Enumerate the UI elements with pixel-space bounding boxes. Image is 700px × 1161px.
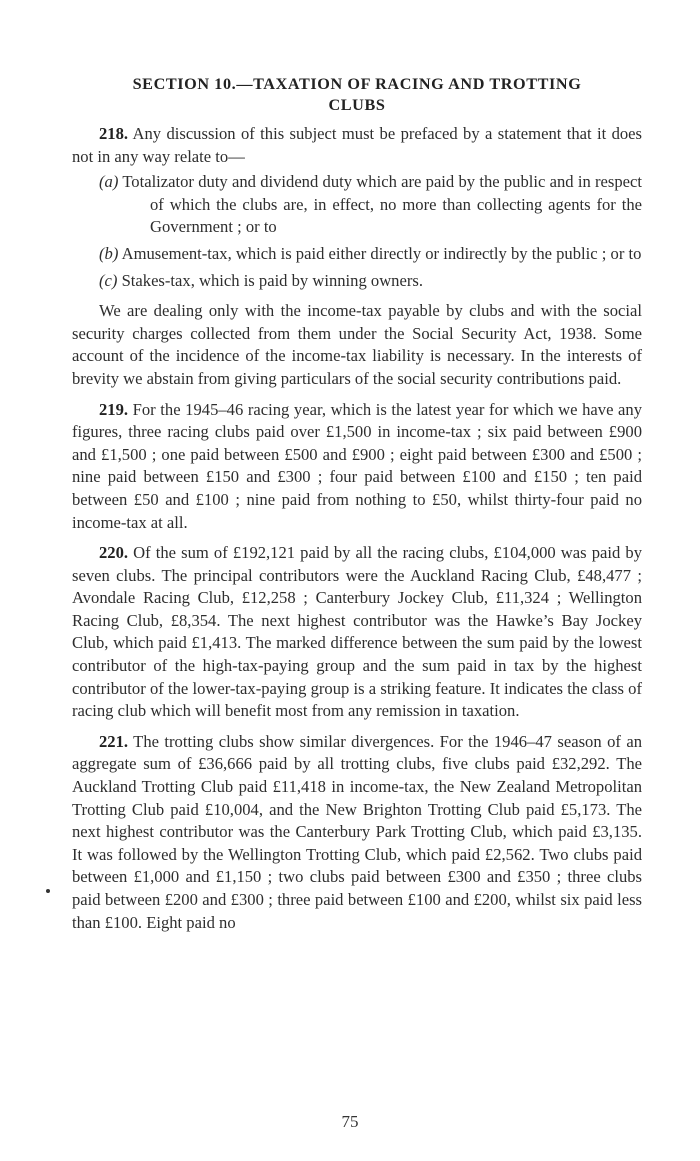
paragraph-text: The trotting clubs show similar divergences. For the 1946–47 season of an aggregate sum of £36,666 paid by all trotting clubs, five clubs paid £32,292. The Auckland Trotting Club paid £11,418 in income-tax, the New Zealand Metropolitan Trotting Club paid £10,004, and the New Brighton Trotting Club paid £5,173. The next highest contributor was the Canterbury Park Trotting Club, which paid £3,135. It was followed by the Wellington Trotting Club, which paid £2,562. Two clubs paid between £1,000 and £1,150 ; two clubs paid between £300 and £350 ; three clubs paid between £200 and £300 ; three paid between £100 and £200, whilst six paid less than £100. Eight paid no — [72, 731, 642, 932]
paragraph-218 — [72, 123, 642, 168]
paragraph-number: 221. — [99, 731, 129, 751]
section-heading-line-1: SECTION 10.—TAXATION OF RACING AND TROTTING — [132, 75, 582, 93]
list-item-label: (b) — [99, 243, 119, 263]
paragraph-number: 220. — [99, 543, 129, 563]
paragraph-221 — [72, 731, 642, 934]
page-body — [72, 74, 642, 942]
paragraph-220 — [72, 542, 642, 723]
paragraph-text: For the 1945–46 racing year, which is the latest year for which we have any figures, three racing clubs paid over £1,500 in income-tax ; six paid between £900 and £1,500 ; one paid between £500 and £900 ; eight paid between £300 and £500 ; nine paid between £150 and £300 ; four paid between £100 and £150 ; ten paid between £50 and £100 ; nine paid from nothing to £50, whilst thirty-four paid no income-tax at all. — [72, 399, 642, 532]
paragraph-text: Any discussion of this subject must be prefaced by a statement that it does not in any way relate to— — [72, 124, 642, 166]
list-item-label: (c) — [99, 270, 118, 290]
list-item-text: Amusement-tax, which is paid either directly or indirectly by the public ; or to — [118, 243, 642, 263]
paragraph-219 — [72, 399, 642, 535]
list-item-label: (a) — [99, 172, 119, 192]
page-number: 75 — [341, 1112, 359, 1131]
section-heading — [72, 74, 642, 116]
list-item-text: Totalizator duty and dividend duty which are paid by the public and in respect of which the clubs are, in effect, no more than collecting agents for the Government ; or to — [118, 172, 642, 237]
margin-mark — [46, 889, 50, 893]
list-item-text: Stakes-tax, which is paid by winning owners. — [117, 270, 423, 290]
paragraph-text: Of the sum of £192,121 paid by all the racing clubs, £104,000 was paid by seven clubs. The principal contributors were the Auckland Racing Club, £48,477 ; Avondale Racing Club, £12,258 ; Canterbury Jockey Club, £11,324 ; Wellington Racing Club, £8,354. The next highest contributor was the Hawke’s Bay Jockey Club, which paid £1,413. The marked difference between the sum paid by the lowest contributor of the high-tax-paying group and the sum paid in tax by the highest contributor of the lower-tax-paying group is a striking feature. It indicates the class of racing club which will benefit most from any remission in taxation. — [72, 543, 642, 721]
list-item-c — [72, 270, 642, 293]
list-item-a — [72, 171, 642, 239]
paragraph-218-continued: We are dealing only with the income-tax payable by clubs and with the social security charges collected from them under the Social Security Act, 1938. Some account of the incidence of the income-tax liability is necessary. In the interests of brevity we abstain from giving particulars of the social security contributions paid. — [72, 301, 642, 388]
paragraph-number: 219. — [99, 399, 129, 419]
section-heading-line-2: CLUBS — [328, 96, 386, 114]
paragraph-number: 218. — [99, 124, 129, 143]
list-item-b — [72, 243, 642, 266]
